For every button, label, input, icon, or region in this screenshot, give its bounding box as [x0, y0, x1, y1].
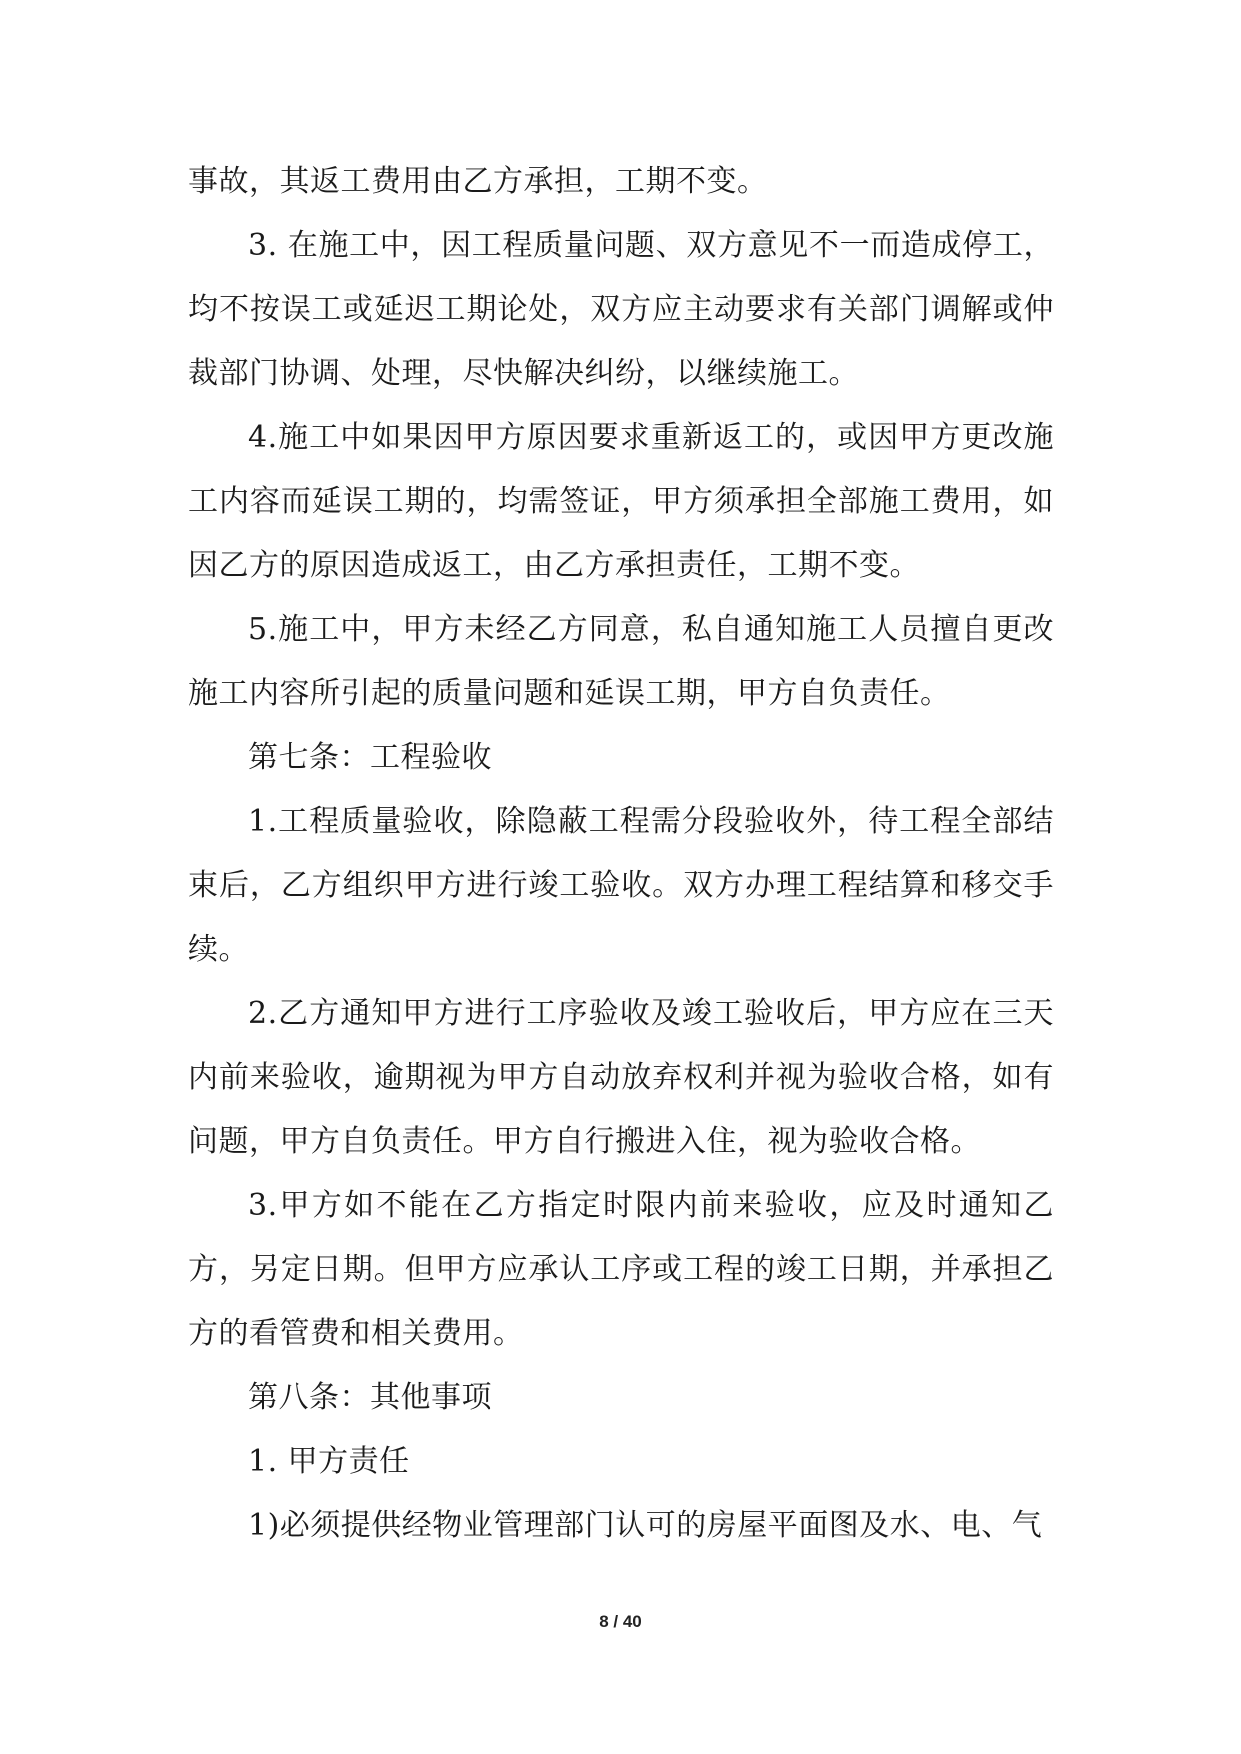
paragraph: 1.工程质量验收，除隐蔽工程需分段验收外，待工程全部结束后，乙方组织甲方进行竣工验收。双方办理工程结算和移交手续。 — [188, 804, 1054, 967]
paragraph: 3.甲方如不能在乙方指定时限内前来验收，应及时通知乙方，另定日期。但甲方应承认工序或工程的竣工日期，并承担乙方的看管费和相关费用。 — [188, 1188, 1054, 1351]
page-number: 8 / 40 — [599, 1612, 642, 1631]
paragraph: 3. 在施工中，因工程质量问题、双方意见不一而造成停工，均不按误工或延迟工期论处，双方应主动要求有关部门调解或仲裁部门协调、处理，尽快解决纠纷，以继续施工。 — [188, 228, 1054, 391]
section-heading: 第八条：其他事项 — [248, 1380, 492, 1415]
paragraph: 1)必须提供经物业管理部门认可的房屋平面图及水、电、气 — [248, 1508, 1043, 1543]
paragraph: 5.施工中，甲方未经乙方同意，私自通知施工人员擅自更改施工内容所引起的质量问题和延误工期，甲方自负责任。 — [188, 612, 1054, 711]
document-body — [188, 150, 1054, 1558]
paragraph: 2.乙方通知甲方进行工序验收及竣工验收后，甲方应在三天内前来验收，逾期视为甲方自动放弃权利并视为验收合格，如有问题，甲方自负责任。甲方自行搬进入住，视为验收合格。 — [188, 996, 1054, 1159]
paragraph: 4.施工中如果因甲方原因要求重新返工的，或因甲方更改施工内容而延误工期的，均需签证，甲方须承担全部施工费用，如因乙方的原因造成返工，由乙方承担责任，工期不变。 — [188, 420, 1054, 583]
subsection-heading: 1. 甲方责任 — [248, 1444, 410, 1479]
paragraph: 事故，其返工费用由乙方承担，工期不变。 — [188, 164, 768, 199]
section-heading: 第七条：工程验收 — [248, 740, 492, 775]
